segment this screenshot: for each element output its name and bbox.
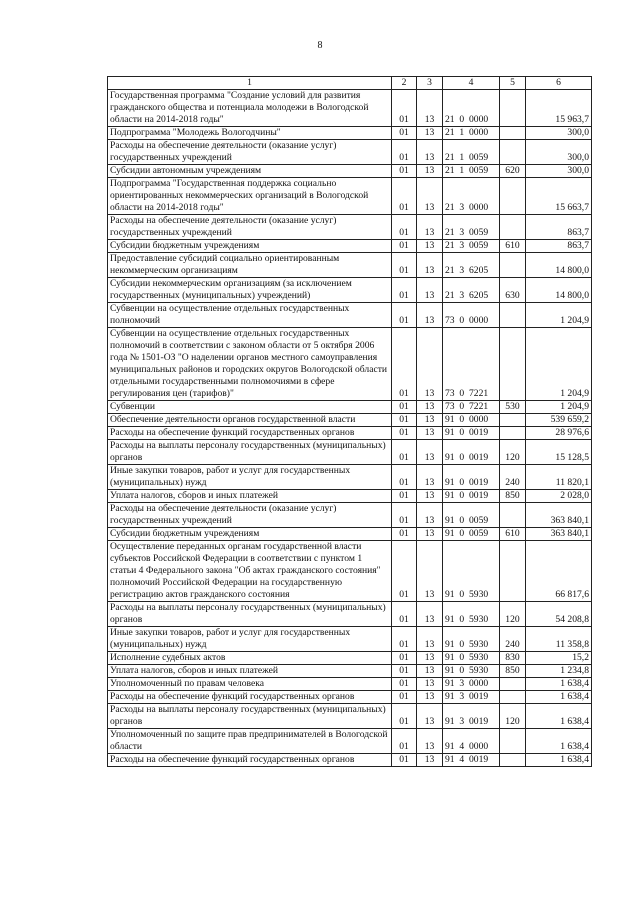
row-target-code: 21 3 6205 bbox=[443, 278, 500, 303]
row-name: Осуществление переданных органам государственной власти субъектов Российской Федерации в соответствии с пунктом 1 статьи 4 Федерального закона "Об актах гражданского состояния" полномочий Российской Федерации на государственную регистрацию актов гражданского состояния bbox=[108, 541, 392, 602]
header-col-5: 5 bbox=[500, 77, 526, 90]
row-expense-type-code: 630 bbox=[500, 278, 526, 303]
table-row bbox=[108, 178, 592, 215]
row-amount: 300,0 bbox=[526, 127, 592, 140]
row-section-code: 01 bbox=[392, 178, 417, 215]
row-expense-type-code bbox=[500, 90, 526, 127]
row-target-code: 21 1 0000 bbox=[443, 127, 500, 140]
table-row bbox=[108, 754, 592, 767]
row-subsection-code: 13 bbox=[417, 691, 443, 704]
row-amount: 300,0 bbox=[526, 165, 592, 178]
row-section-code: 01 bbox=[392, 440, 417, 465]
table-row bbox=[108, 165, 592, 178]
row-subsection-code: 13 bbox=[417, 440, 443, 465]
row-amount: 1 204,9 bbox=[526, 328, 592, 401]
row-section-code: 01 bbox=[392, 278, 417, 303]
row-name: Расходы на выплаты персоналу государственных (муниципальных) органов bbox=[108, 704, 392, 729]
row-section-code: 01 bbox=[392, 127, 417, 140]
row-name: Расходы на обеспечение функций государственных органов bbox=[108, 427, 392, 440]
row-amount: 863,7 bbox=[526, 240, 592, 253]
row-amount: 28 976,6 bbox=[526, 427, 592, 440]
row-section-code: 01 bbox=[392, 541, 417, 602]
row-section-code: 01 bbox=[392, 328, 417, 401]
row-subsection-code: 13 bbox=[417, 240, 443, 253]
row-name: Обеспечение деятельности органов государственной власти bbox=[108, 414, 392, 427]
table-row bbox=[108, 490, 592, 503]
row-subsection-code: 13 bbox=[417, 414, 443, 427]
row-expense-type-code: 620 bbox=[500, 165, 526, 178]
table-row bbox=[108, 704, 592, 729]
row-amount: 54 208,8 bbox=[526, 602, 592, 627]
page-number: 8 bbox=[317, 40, 323, 51]
table-row bbox=[108, 691, 592, 704]
row-section-code: 01 bbox=[392, 627, 417, 652]
row-subsection-code: 13 bbox=[417, 278, 443, 303]
row-amount: 15,2 bbox=[526, 652, 592, 665]
table-row bbox=[108, 541, 592, 602]
header-col-1: 1 bbox=[108, 77, 392, 90]
row-target-code: 91 0 0019 bbox=[443, 465, 500, 490]
row-subsection-code: 13 bbox=[417, 401, 443, 414]
header-col-2: 2 bbox=[392, 77, 417, 90]
table-header-row bbox=[108, 77, 592, 90]
table-row bbox=[108, 678, 592, 691]
table-row bbox=[108, 278, 592, 303]
row-section-code: 01 bbox=[392, 253, 417, 278]
row-target-code: 21 3 6205 bbox=[443, 253, 500, 278]
row-target-code: 91 0 5930 bbox=[443, 665, 500, 678]
table-row bbox=[108, 215, 592, 240]
row-section-code: 01 bbox=[392, 528, 417, 541]
row-name: Субвенции на осуществление отдельных государственных полномочий bbox=[108, 303, 392, 328]
table-row bbox=[108, 729, 592, 754]
row-subsection-code: 13 bbox=[417, 140, 443, 165]
row-subsection-code: 13 bbox=[417, 754, 443, 767]
table-row bbox=[108, 665, 592, 678]
row-name: Иные закупки товаров, работ и услуг для государственных (муниципальных) нужд bbox=[108, 627, 392, 652]
table-row bbox=[108, 414, 592, 427]
row-expense-type-code bbox=[500, 414, 526, 427]
row-expense-type-code: 850 bbox=[500, 490, 526, 503]
row-expense-type-code bbox=[500, 541, 526, 602]
row-target-code: 21 0 0000 bbox=[443, 90, 500, 127]
row-subsection-code: 13 bbox=[417, 253, 443, 278]
row-section-code: 01 bbox=[392, 414, 417, 427]
row-subsection-code: 13 bbox=[417, 627, 443, 652]
row-name: Государственная программа "Создание условий для развития гражданского общества и потенциала молодежи в Вологодской области на 2014-2018 годы" bbox=[108, 90, 392, 127]
row-amount: 15 963,7 bbox=[526, 90, 592, 127]
row-target-code: 91 3 0019 bbox=[443, 704, 500, 729]
row-expense-type-code: 530 bbox=[500, 401, 526, 414]
row-target-code: 91 0 5930 bbox=[443, 602, 500, 627]
header-col-6: 6 bbox=[526, 77, 592, 90]
header-col-3: 3 bbox=[417, 77, 443, 90]
row-subsection-code: 13 bbox=[417, 215, 443, 240]
table-row bbox=[108, 503, 592, 528]
table-row bbox=[108, 528, 592, 541]
table-row bbox=[108, 652, 592, 665]
row-amount: 1 234,8 bbox=[526, 665, 592, 678]
table-row bbox=[108, 602, 592, 627]
row-section-code: 01 bbox=[392, 602, 417, 627]
row-subsection-code: 13 bbox=[417, 303, 443, 328]
row-amount: 1 638,4 bbox=[526, 678, 592, 691]
row-expense-type-code bbox=[500, 253, 526, 278]
row-expense-type-code: 850 bbox=[500, 665, 526, 678]
row-section-code: 01 bbox=[392, 729, 417, 754]
row-amount: 863,7 bbox=[526, 215, 592, 240]
table-row bbox=[108, 427, 592, 440]
row-name: Уполномоченный по защите прав предпринимателей в Вологодской области bbox=[108, 729, 392, 754]
table-row bbox=[108, 253, 592, 278]
row-subsection-code: 13 bbox=[417, 178, 443, 215]
row-expense-type-code bbox=[500, 427, 526, 440]
row-section-code: 01 bbox=[392, 90, 417, 127]
row-section-code: 01 bbox=[392, 490, 417, 503]
row-section-code: 01 bbox=[392, 140, 417, 165]
row-expense-type-code bbox=[500, 178, 526, 215]
row-amount: 539 659,2 bbox=[526, 414, 592, 427]
row-target-code: 21 3 0000 bbox=[443, 178, 500, 215]
table-row bbox=[108, 328, 592, 401]
row-name: Субсидии бюджетным учреждениям bbox=[108, 240, 392, 253]
row-amount: 15 128,5 bbox=[526, 440, 592, 465]
row-target-code: 73 0 7221 bbox=[443, 401, 500, 414]
row-target-code: 91 3 0000 bbox=[443, 678, 500, 691]
table-row bbox=[108, 140, 592, 165]
row-section-code: 01 bbox=[392, 303, 417, 328]
table-row bbox=[108, 303, 592, 328]
row-amount: 1 204,9 bbox=[526, 401, 592, 414]
row-target-code: 91 0 5930 bbox=[443, 627, 500, 652]
budget-table bbox=[107, 76, 592, 767]
row-name: Расходы на обеспечение деятельности (оказание услуг) государственных учреждений bbox=[108, 215, 392, 240]
row-subsection-code: 13 bbox=[417, 652, 443, 665]
row-name: Расходы на обеспечение деятельности (оказание услуг) государственных учреждений bbox=[108, 503, 392, 528]
row-target-code: 91 4 0000 bbox=[443, 729, 500, 754]
row-target-code: 91 0 0019 bbox=[443, 440, 500, 465]
row-target-code: 91 3 0019 bbox=[443, 691, 500, 704]
row-target-code: 91 0 0000 bbox=[443, 414, 500, 427]
row-amount: 1 638,4 bbox=[526, 691, 592, 704]
row-target-code: 91 0 5930 bbox=[443, 541, 500, 602]
row-section-code: 01 bbox=[392, 691, 417, 704]
row-subsection-code: 13 bbox=[417, 541, 443, 602]
row-name: Исполнение судебных актов bbox=[108, 652, 392, 665]
header-col-4: 4 bbox=[443, 77, 500, 90]
row-name: Уполномоченный по правам человека bbox=[108, 678, 392, 691]
row-subsection-code: 13 bbox=[417, 729, 443, 754]
row-subsection-code: 13 bbox=[417, 704, 443, 729]
row-expense-type-code: 120 bbox=[500, 704, 526, 729]
row-subsection-code: 13 bbox=[417, 665, 443, 678]
row-expense-type-code: 240 bbox=[500, 465, 526, 490]
row-subsection-code: 13 bbox=[417, 678, 443, 691]
row-expense-type-code bbox=[500, 127, 526, 140]
row-amount: 1 638,4 bbox=[526, 704, 592, 729]
row-expense-type-code bbox=[500, 328, 526, 401]
row-subsection-code: 13 bbox=[417, 465, 443, 490]
row-section-code: 01 bbox=[392, 427, 417, 440]
table-row bbox=[108, 90, 592, 127]
row-amount: 14 800,0 bbox=[526, 278, 592, 303]
row-target-code: 91 0 0059 bbox=[443, 528, 500, 541]
row-amount: 14 800,0 bbox=[526, 253, 592, 278]
row-amount: 363 840,1 bbox=[526, 528, 592, 541]
row-name: Расходы на выплаты персоналу государственных (муниципальных) органов bbox=[108, 440, 392, 465]
row-amount: 363 840,1 bbox=[526, 503, 592, 528]
row-subsection-code: 13 bbox=[417, 90, 443, 127]
row-target-code: 73 0 7221 bbox=[443, 328, 500, 401]
row-expense-type-code bbox=[500, 754, 526, 767]
row-name: Субсидии бюджетным учреждениям bbox=[108, 528, 392, 541]
row-section-code: 01 bbox=[392, 240, 417, 253]
row-target-code: 91 0 0019 bbox=[443, 427, 500, 440]
row-subsection-code: 13 bbox=[417, 503, 443, 528]
row-subsection-code: 13 bbox=[417, 165, 443, 178]
table-row bbox=[108, 240, 592, 253]
row-target-code: 91 0 0019 bbox=[443, 490, 500, 503]
row-name: Расходы на обеспечение функций государственных органов bbox=[108, 691, 392, 704]
row-section-code: 01 bbox=[392, 165, 417, 178]
row-name: Предоставление субсидий социально ориентированным некоммерческим организациям bbox=[108, 253, 392, 278]
row-amount: 2 028,0 bbox=[526, 490, 592, 503]
row-subsection-code: 13 bbox=[417, 528, 443, 541]
table-row bbox=[108, 127, 592, 140]
row-expense-type-code: 830 bbox=[500, 652, 526, 665]
row-section-code: 01 bbox=[392, 215, 417, 240]
row-name: Подпрограмма "Молодежь Вологодчины" bbox=[108, 127, 392, 140]
row-expense-type-code: 240 bbox=[500, 627, 526, 652]
row-target-code: 91 0 5930 bbox=[443, 652, 500, 665]
row-expense-type-code bbox=[500, 691, 526, 704]
row-name: Иные закупки товаров, работ и услуг для государственных (муниципальных) нужд bbox=[108, 465, 392, 490]
row-expense-type-code: 610 bbox=[500, 528, 526, 541]
row-name: Субвенции на осуществление отдельных государственных полномочий в соответствии с законом области от 5 октября 2006 года № 1501-ОЗ "О наделении органов местного самоуправления муниципальных районов и городских округов Вологодской области отдельными государственными полномочиями в сфере регулирования цен (тарифов)" bbox=[108, 328, 392, 401]
row-section-code: 01 bbox=[392, 652, 417, 665]
row-amount: 1 638,4 bbox=[526, 754, 592, 767]
row-subsection-code: 13 bbox=[417, 490, 443, 503]
row-subsection-code: 13 bbox=[417, 602, 443, 627]
row-subsection-code: 13 bbox=[417, 427, 443, 440]
row-subsection-code: 13 bbox=[417, 127, 443, 140]
row-section-code: 01 bbox=[392, 704, 417, 729]
row-name: Расходы на обеспечение деятельности (оказание услуг) государственных учреждений bbox=[108, 140, 392, 165]
row-section-code: 01 bbox=[392, 665, 417, 678]
row-amount: 11 820,1 bbox=[526, 465, 592, 490]
row-expense-type-code: 120 bbox=[500, 602, 526, 627]
table-row bbox=[108, 401, 592, 414]
row-target-code: 21 3 0059 bbox=[443, 240, 500, 253]
row-amount: 66 817,6 bbox=[526, 541, 592, 602]
row-target-code: 21 1 0059 bbox=[443, 165, 500, 178]
table-row bbox=[108, 465, 592, 490]
row-subsection-code: 13 bbox=[417, 328, 443, 401]
row-expense-type-code bbox=[500, 140, 526, 165]
row-expense-type-code bbox=[500, 303, 526, 328]
row-amount: 15 663,7 bbox=[526, 178, 592, 215]
row-target-code: 91 4 0019 bbox=[443, 754, 500, 767]
row-expense-type-code bbox=[500, 678, 526, 691]
row-name: Субсидии некоммерческим организациям (за исключением государственных (муниципальных) учреждений) bbox=[108, 278, 392, 303]
row-name: Субвенции bbox=[108, 401, 392, 414]
row-amount: 11 358,8 bbox=[526, 627, 592, 652]
table-body bbox=[108, 90, 592, 767]
row-amount: 1 204,9 bbox=[526, 303, 592, 328]
row-section-code: 01 bbox=[392, 503, 417, 528]
row-section-code: 01 bbox=[392, 465, 417, 490]
row-name: Подпрограмма "Государственная поддержка социально ориентированных некоммерческих организаций в Вологодской области на 2014-2018 годы" bbox=[108, 178, 392, 215]
row-section-code: 01 bbox=[392, 401, 417, 414]
row-name: Расходы на обеспечение функций государственных органов bbox=[108, 754, 392, 767]
row-target-code: 91 0 0059 bbox=[443, 503, 500, 528]
row-name: Уплата налогов, сборов и иных платежей bbox=[108, 665, 392, 678]
row-expense-type-code bbox=[500, 503, 526, 528]
row-name: Расходы на выплаты персоналу государственных (муниципальных) органов bbox=[108, 602, 392, 627]
row-name: Уплата налогов, сборов и иных платежей bbox=[108, 490, 392, 503]
row-target-code: 21 1 0059 bbox=[443, 140, 500, 165]
row-target-code: 73 0 0000 bbox=[443, 303, 500, 328]
table-row bbox=[108, 440, 592, 465]
table-row bbox=[108, 627, 592, 652]
row-expense-type-code bbox=[500, 215, 526, 240]
row-section-code: 01 bbox=[392, 678, 417, 691]
row-expense-type-code bbox=[500, 729, 526, 754]
row-section-code: 01 bbox=[392, 754, 417, 767]
row-expense-type-code: 120 bbox=[500, 440, 526, 465]
row-expense-type-code: 610 bbox=[500, 240, 526, 253]
row-amount: 300,0 bbox=[526, 140, 592, 165]
row-name: Субсидии автономным учреждениям bbox=[108, 165, 392, 178]
row-target-code: 21 3 0059 bbox=[443, 215, 500, 240]
row-amount: 1 638,4 bbox=[526, 729, 592, 754]
